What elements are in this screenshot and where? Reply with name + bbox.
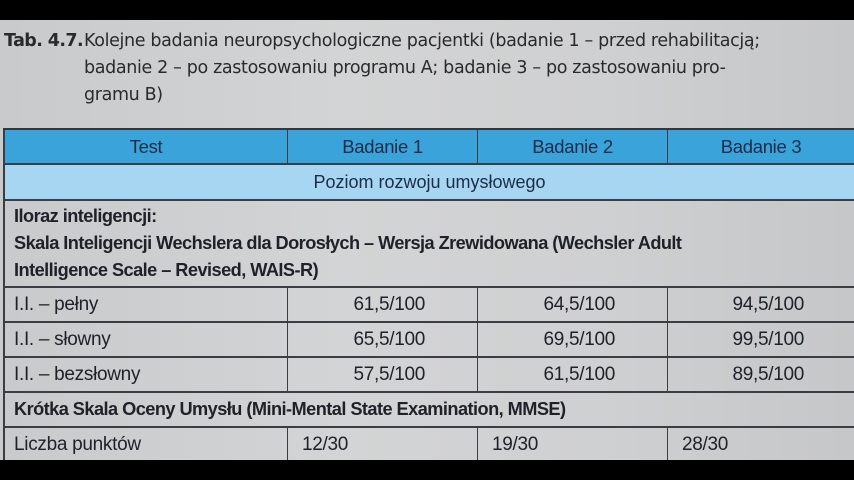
column-header-test: Test xyxy=(3,130,287,163)
test-name-cell: I.I. – pełny xyxy=(3,288,287,321)
table-row xyxy=(3,358,854,393)
column-header-badanie-1: Badanie 1 xyxy=(287,130,477,163)
badanie-2-cell: 61,5/100 xyxy=(477,358,667,391)
group-header-mmse xyxy=(3,393,854,428)
column-header-badanie-3: Badanie 3 xyxy=(667,130,854,163)
test-name-cell: I.I. – bezsłowny xyxy=(3,358,287,391)
caption-line-3: gramu B) xyxy=(84,85,163,105)
badanie-2-cell: 19/30 xyxy=(477,428,667,460)
table-row xyxy=(3,323,854,358)
badanie-1-cell: 65,5/100 xyxy=(287,323,477,356)
caption-line-1: Kolejne badania neuropsychologiczne pacjentki (badanie 1 – przed rehabilitacją; xyxy=(84,31,760,51)
badanie-3-cell: 89,5/100 xyxy=(667,358,854,391)
badanie-1-cell: 61,5/100 xyxy=(287,288,477,321)
caption-label: Tab. 4.7. xyxy=(4,31,84,51)
table-row xyxy=(3,288,854,323)
test-name-cell: Liczba punktów xyxy=(3,428,287,460)
group-title-line: Krótka Skala Oceny Umysłu (Mini-Mental State Examination, MMSE) xyxy=(14,399,566,419)
badanie-1-cell: 57,5/100 xyxy=(287,358,477,391)
test-name-cell: I.I. – słowny xyxy=(3,323,287,356)
group-title-line: Iloraz inteligencji: xyxy=(14,206,157,226)
group-header-iq xyxy=(3,201,854,288)
badanie-3-cell: 94,5/100 xyxy=(667,288,854,321)
badanie-3-cell: 28/30 xyxy=(667,428,854,460)
results-table xyxy=(3,128,854,460)
section-header xyxy=(3,165,854,201)
column-header-badanie-2: Badanie 2 xyxy=(477,130,667,163)
document-page xyxy=(0,20,854,460)
section-title: Poziom rozwoju umysłowego xyxy=(313,171,546,192)
badanie-2-cell: 69,5/100 xyxy=(477,323,667,356)
badanie-2-cell: 64,5/100 xyxy=(477,288,667,321)
caption-line-2: badanie 2 – po zastosowaniu programu A; badanie 3 – po zastosowaniu pro- xyxy=(84,58,726,78)
group-title-line: Skala Inteligencji Wechslera dla Dorosłych – Wersja Zrewidowana (Wechsler Adult xyxy=(14,233,682,253)
table-header-row xyxy=(3,128,854,165)
badanie-3-cell: 99,5/100 xyxy=(667,323,854,356)
group-title-line: Intelligence Scale – Revised, WAIS-R) xyxy=(14,260,319,280)
table-row xyxy=(3,428,854,460)
table-caption xyxy=(4,28,850,109)
badanie-1-cell: 12/30 xyxy=(287,428,477,460)
